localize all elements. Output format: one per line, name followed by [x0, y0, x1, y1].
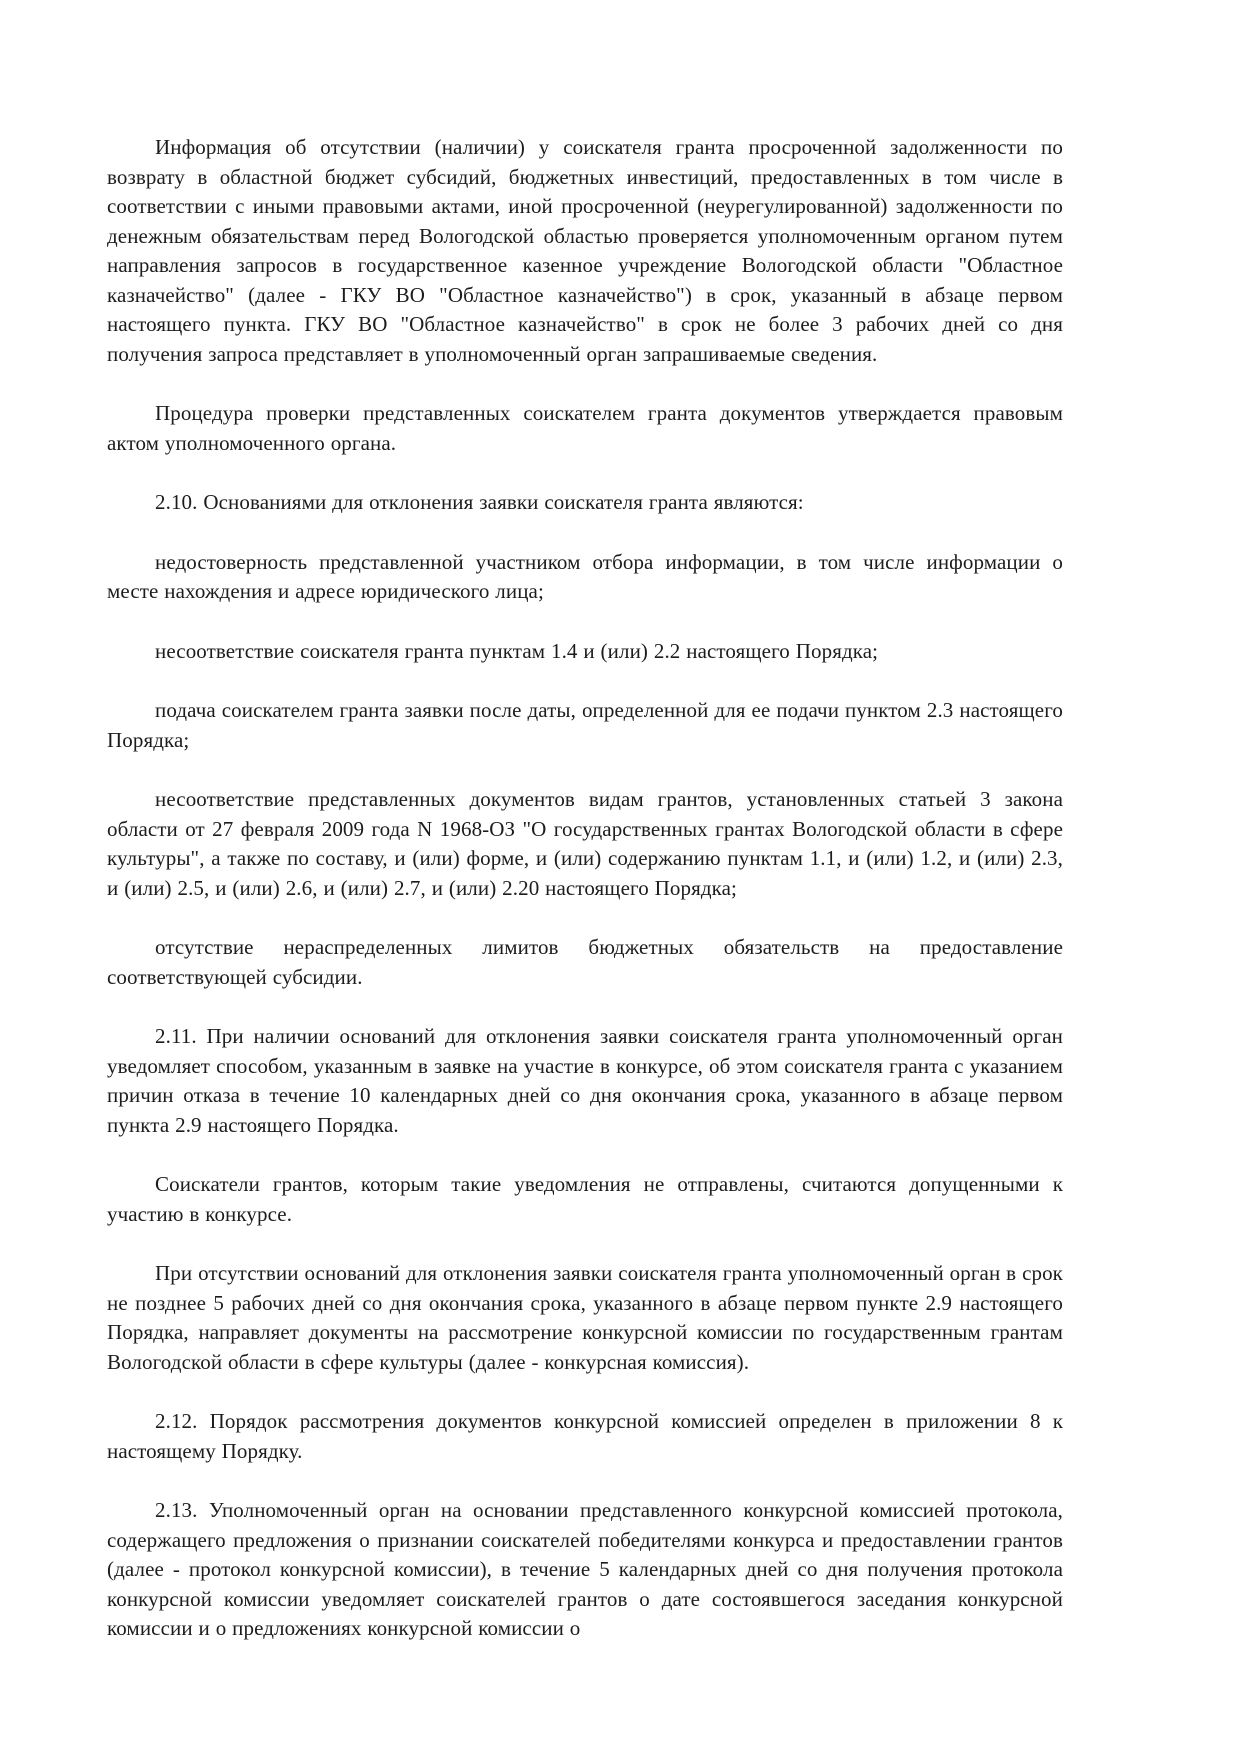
- paragraph: 2.11. При наличии оснований для отклонения заявки соискателя гранта уполномоченный орган уведомляет способом, указанным в заявке на участие в конкурсе, об этом соискателя гранта с указанием причин отказа в течение 10 календарных дней со дня окончания срока, указанного в абзаце первом пункта 2.9 настоящего Порядка.: [107, 1024, 1063, 1137]
- paragraph: отсутствие нераспределенных лимитов бюджетных обязательств на предоставление соответствующей субсидии.: [107, 935, 1063, 989]
- paragraph: подача соискателем гранта заявки после даты, определенной для ее подачи пунктом 2.3 настоящего Порядка;: [107, 698, 1063, 752]
- document-content: [107, 133, 1063, 1674]
- paragraph: При отсутствии оснований для отклонения заявки соискателя гранта уполномоченный орган в срок не позднее 5 рабочих дней со дня окончания срока, указанного в абзаце первом пункте 2.9 настоящего Порядка, направляет документы на рассмотрение конкурсной комиссии по государственным грантам Вологодской области в сфере культуры (далее - конкурсная комиссия).: [107, 1261, 1063, 1374]
- paragraph: несоответствие соискателя гранта пунктам 1.4 и (или) 2.2 настоящего Порядка;: [155, 638, 879, 663]
- paragraph: Информация об отсутствии (наличии) у соискателя гранта просроченной задолженности по возврату в областной бюджет субсидий, бюджетных инвестиций, предоставленных в том числе в соответствии с иными правовыми актами, иной просроченной (неурегулированной) задолженности по денежным обязательствам перед Вологодской областью проверяется уполномоченным органом путем направления запросов в государственное казенное учреждение Вологодской области "Областное казначейство" (далее - ГКУ ВО "Областное казначейство") в срок, указанный в абзаце первом настоящего пункта. ГКУ ВО "Областное казначейство" в срок не более 3 рабочих дней со дня получения запроса представляет в уполномоченный орган запрашиваемые сведения.: [107, 135, 1063, 366]
- paragraph: Соискатели грантов, которым такие уведомления не отправлены, считаются допущенными к участию в конкурсе.: [107, 1172, 1063, 1226]
- paragraph: недостоверность представленной участником отбора информации, в том числе информации о месте нахождения и адресе юридического лица;: [107, 549, 1063, 603]
- paragraph: 2.10. Основаниями для отклонения заявки соискателя гранта являются:: [155, 490, 804, 514]
- paragraph: 2.12. Порядок рассмотрения документов конкурсной комиссией определен в приложении 8 к настоящему Порядку.: [107, 1409, 1063, 1463]
- paragraph: несоответствие представленных документов видам грантов, установленных статьей 3 закона области от 27 февраля 2009 года N 1968-ОЗ "О государственных грантах Вологодской области в сфере культуры", а также по составу, и (или) форме, и (или) содержанию пунктам 1.1, и (или) 1.2, и (или) 2.3, и (или) 2.5, и (или) 2.6, и (или) 2.7, и (или) 2.20 настоящего Порядка;: [107, 787, 1063, 900]
- paragraph: 2.13. Уполномоченный орган на основании представленного конкурсной комиссией протокола, содержащего предложения о признании соискателей победителями конкурса и предоставлении грантов (далее - протокол конкурсной комиссии), в течение 5 календарных дней со дня получения протокола конкурсной комиссии уведомляет соискателей грантов о дате состоявшегося заседания конкурсной комиссии и о предложениях конкурсной комиссии о: [107, 1498, 1063, 1640]
- paragraph: Процедура проверки представленных соискателем гранта документов утверждается правовым актом уполномоченного органа.: [107, 401, 1063, 455]
